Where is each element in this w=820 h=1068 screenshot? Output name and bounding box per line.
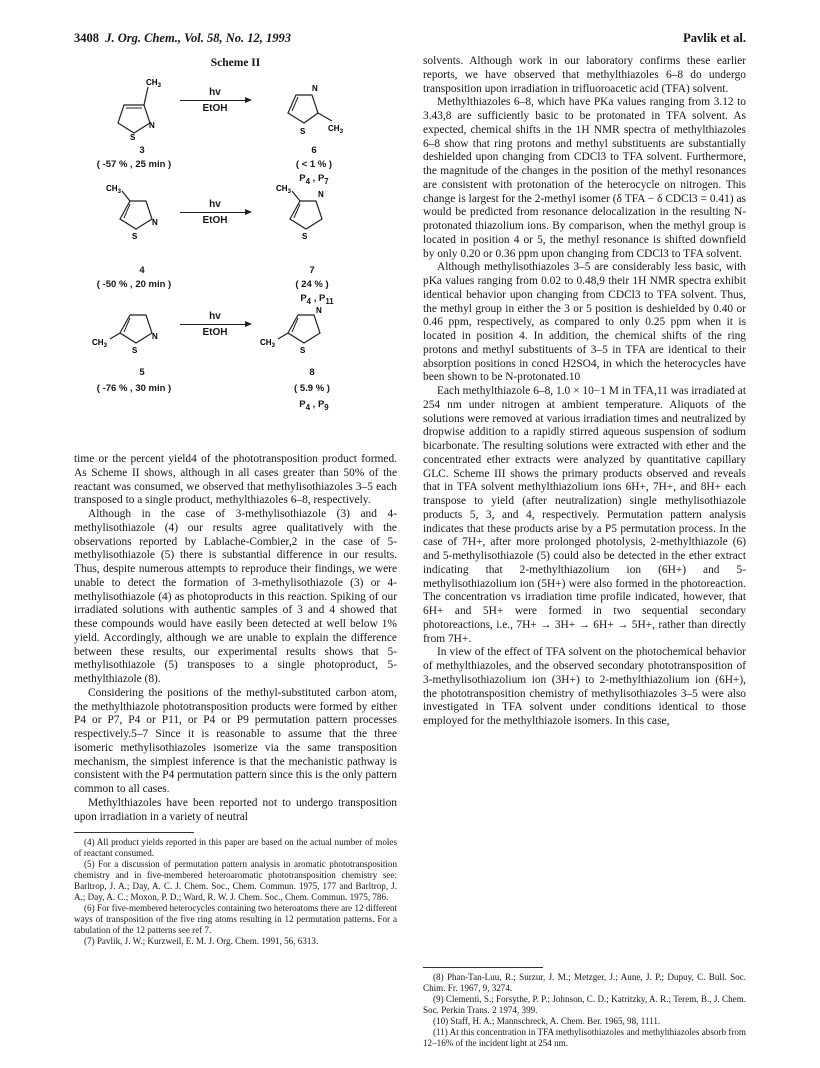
compound-label-8: 8 [309,367,315,378]
svg-text:N: N [318,190,324,199]
svg-text:CH3: $CH_3$ [328,124,343,135]
svg-text:N: N [152,218,158,227]
footnote-11: (11) At this concentration in TFA methylisothiazoles and methylthiazoles absorb from 12–16% of the incident light at 254 nm. [423,1027,746,1048]
right-column [423,55,746,729]
permutation-pattern-2: $P_4$ , $P_{11}$ [300,293,334,306]
right-paragraph-1: solvents. Although work in our laboratory confirms these earlier reports, we have observed that methylthiazoles 6–8 do undergo transposition upon irradiation in trifluoroacetic acid (TFA) solvent. [423,55,746,95]
compound-label-6: 6 [311,145,317,156]
molecule-4-methylisothiazole [104,185,184,247]
svg-text:S: S [300,127,306,136]
page-number: 3408 [74,31,99,45]
molecule-5-methylisothiazole [92,305,182,355]
svg-text:CH3: $CH_3$ [276,184,291,195]
molecule-4-methylthiazole [274,185,354,247]
scheme-title: Scheme II [210,57,261,69]
footnote-divider-right [423,967,543,968]
svg-text:S: S [302,232,308,241]
scheme-ii [74,55,397,453]
footnote-6: (6) For five-membered heterocycles containing two heteroatoms there are 12 different ways of transposition of the five ring atoms resulting in 12 permutation patterns. For a tabulation of the 12 patterns see ref 7. [74,903,397,936]
left-paragraph-4: Methylthiazoles have been reported not to undergo transposition upon irradiation in a variety of neutral [74,796,397,823]
product-yield-6: ( < 1 % ) [295,159,333,170]
compound-label-7: 7 [309,265,315,276]
molecule-2-methylthiazole [276,81,356,139]
svg-text:CH3: $CH_3$ [106,184,121,195]
svg-text:S: S [130,133,136,142]
product-yield-7: ( 24 % ) [295,279,329,290]
molecule-3-methylisothiazole [104,75,174,142]
svg-text:N: N [152,332,158,341]
footnote-7: (7) Pavlik, J. W.; Kurzweil, E. M. J. Org. Chem. 1991, 56, 6313. [84,936,319,947]
left-paragraph-2: Although in the case of 3-methylisothiazole (3) and 4-methylisothiazole (4) our results agree qualitatively with the observations reported by Lablache-Combier,2 in the case of 5-methylisothiazole (5) there is substantial difference in our results. Thus, despite numerous attempts to reproduce their findings, we were unable to detect the formation of 3-methylisothiazole (3) or 4-methylisothiazole (4) as photoproducts in this reaction. Spiking of our irradiated solutions with authentic samples of 3 and 4 showed that these compounds would have easily been detected at well below 1% yield. Accordingly, although we are unable to explain the difference between these results, our experimental results shows that 5-methylisothiazole (5) transposes to a single photoproduct, 5-methylthiazole (8). [74,508,397,685]
svg-text:N: N [316,306,322,315]
footnote-10: (10) Staff, H. A.; Mannschreck, A. Chem. Ber. 1965, 98, 1111. [433,1016,661,1026]
right-paragraph-5: In view of the effect of TFA solvent on the photochemical behavior of methylthiazoles, and the observed secondary phototransposition of 3-methylisothiazolium ion (3H+) to 2-methylthiazolium ion (6H+), the phototransposition chemistry of methylisothiazoles 3–5 were also investigated in TFA solvent under conditions identical to those employed for the methylthiazole isomers. In this case, [423,646,746,727]
header-authors: Pavlik et al. [683,31,746,45]
svg-text:S: S [132,232,138,241]
right-paragraph-2: Methylthiazoles 6–8, which have PKa values ranging from 3.12 to 3.43,8 are sufficiently basic to be protonated in TFA solvent. As expected, chemical shifts in the 1H NMR spectra of methylthiazoles 6–8 show that ring protons and methyl substituents are substantially deshielded upon changing from CDCl3 to TFA solvent. Furthermore, the magnitude of the changes in the position of the methyl resonances are consistent with protonation of the heterocycle on nitrogen. This change is largest for the 2-methyl isomer (δ TFA − δ CDCl3 = 0.41) as would be predicted from resonance delocalization in the resulting N-protonated thiazolium ions. By comparison, when the methyl group is located in position 4 or 5, the methyl resonance is shifted downfield by only 0.20 or 0.36 ppm upon changing from CDCl3 to TFA solvent. [423,96,746,260]
left-paragraph-1: time or the percent yield4 of the phototransposition product formed. As Scheme II shows, although in all cases greater than 50% of the reactant was consumed, we observed that methylisothiazoles 3–5 each transposed to a single product, methylthiazoles 6–8, respectively. [74,453,397,507]
molecule-5-methylthiazole [260,305,350,355]
compound-label-3: 3 [139,145,145,156]
reaction-arrow-2: hv EtOH [180,199,250,226]
compound-label-4: 4 [139,265,145,276]
product-yield-8: ( 5.9 % ) [294,383,330,394]
right-paragraph-3: Although methylisothiazoles 3–5 are considerably less basic, with pKa values ranging from 0.02 to 0.48,9 their 1H NMR spectra exhibit identical behavior upon changing from CDCl3 to TFA solvent. Thus, the methyl group in either the 3 or 5 position is deshielded by 0.40 or 0.46 ppm, respectively, as compared to only 0.25 ppm when it is located in position 4. In addition, the chemical shifts of the ring protons and methyl substituents of 3–5 in TFA are identical to their absorption positions in concd H2SO4, in which the heterocycles have been shown to be N-protonated.10 [423,261,746,384]
svg-text:CH3: $CH_3$ [92,338,107,349]
right-footnotes [423,967,746,1049]
footnote-4: (4) All product yields reported in this paper are based on the actual number of moles of reactant consumed. [74,837,397,859]
left-column [74,55,397,947]
svg-text:CH3: $CH_3$ [146,78,161,89]
footnote-divider [74,832,194,833]
reactant-yield-3: ( -57 % , 25 min ) [96,159,172,170]
journal-citation: J. Org. Chem., Vol. 58, No. 12, 1993 [105,31,292,45]
reaction-arrow-1: hv EtOH [180,87,250,114]
reactant-yield-5: ( -76 % , 30 min ) [96,383,172,394]
svg-text:N: N [312,84,318,93]
svg-text:S: S [300,346,306,355]
footnote-9: (9) Clementi, S.; Forsythe, P. P.; Johnson, C. D.; Katritzky, A. R.; Terem, B., J. Chem. Soc. Perkin Trans. 2 1974, 399. [423,994,746,1015]
header-citation [74,31,291,46]
permutation-pattern-3: $P_4$ , $P_9$ [299,399,329,412]
reaction-arrow-3: hv EtOH [180,311,250,338]
right-paragraph-4: Each methylthiazole 6–8, 1.0 × 10−1 M in TFA,11 was irradiated at 254 nm under nitrogen at ambient temperature. Aliquots of the solutions were removed at various irradiation times and neutralized by dropwise addition to a rapidly stirred aqueous suspension of sodium bicarbonate. The resulting solutions were extracted with ether and the concentrated ether extracts were analyzed by quantitative capillary GLC. Scheme III shows the primary products observed and reveals that in TFA solvent methylthiazolium ions 6H+, 7H+, and 8H+ each transpose to yield (after neutralization) single methylisothiazole products 5, 3, and 4, respectively. Permutation pattern analysis indicates that these products arise by a P5 permutation process. In the case of 7H+, after more prolonged photolysis, 2-methylthiazole (6) and 5-methylisothiazole (5) could also be detected in the ether extract indicating that 2-methylthiazolium ion (6H+) and 5-methylisothiazolium ion (5H+) were also formed in the photoreaction. The concentration vs irradiation time profile indicated, however, that 6H+ and 5H+ were formed in two sequential secondary photoreactions, i.e., 7H+ → 3H+ → 6H+ → 5H+, rather than directly from 7H+. [423,385,746,645]
svg-text:N: N [149,121,155,130]
running-header [74,31,746,49]
reactant-yield-4: ( -50 % , 20 min ) [96,279,172,290]
compound-label-5: 5 [139,367,145,378]
svg-text:CH3: $CH_3$ [260,338,275,349]
permutation-pattern-1: $P_4$ , $P_7$ [299,173,329,186]
footnote-8: (8) Phan-Tan-Luu, R.; Surzur, J. M.; Metzger, J.; Aune, J. P.; Dupuy, C. Bull. Soc. Chim. Fr. 1967, 9, 3274. [423,972,746,993]
svg-text:S: S [132,346,138,355]
footnote-5: (5) For a discussion of permutation pattern analysis in aromatic phototransposition chemistry and in five-membered heteroaromatic phototransposition chemistry see: Barltrop, J. A.; Day, A. C. J. Chem. Soc., Chem. Commun. 1975, 177 and Barltrop, J. A.; Day, A. C.; Moxon, P. D.; Ward, R. W. J. Chem. Soc., Chem. Commun. 1975, 786. [74,859,397,903]
left-paragraph-3: Considering the positions of the methyl-substituted carbon atom, the methylthiazole phototransposition products were formed by either P4 or P7, P4 or P11, or P4 or P9 permutation pattern processes respectively.5–7 Since it is reasonable to assume that the three isomeric methylisothiazoles isomerize via the same transposition mechanism, the simplest inference is that the mechanistic pathway is consistent with the P4 permutation pattern since this is the only pattern common to all cases. [74,686,397,795]
